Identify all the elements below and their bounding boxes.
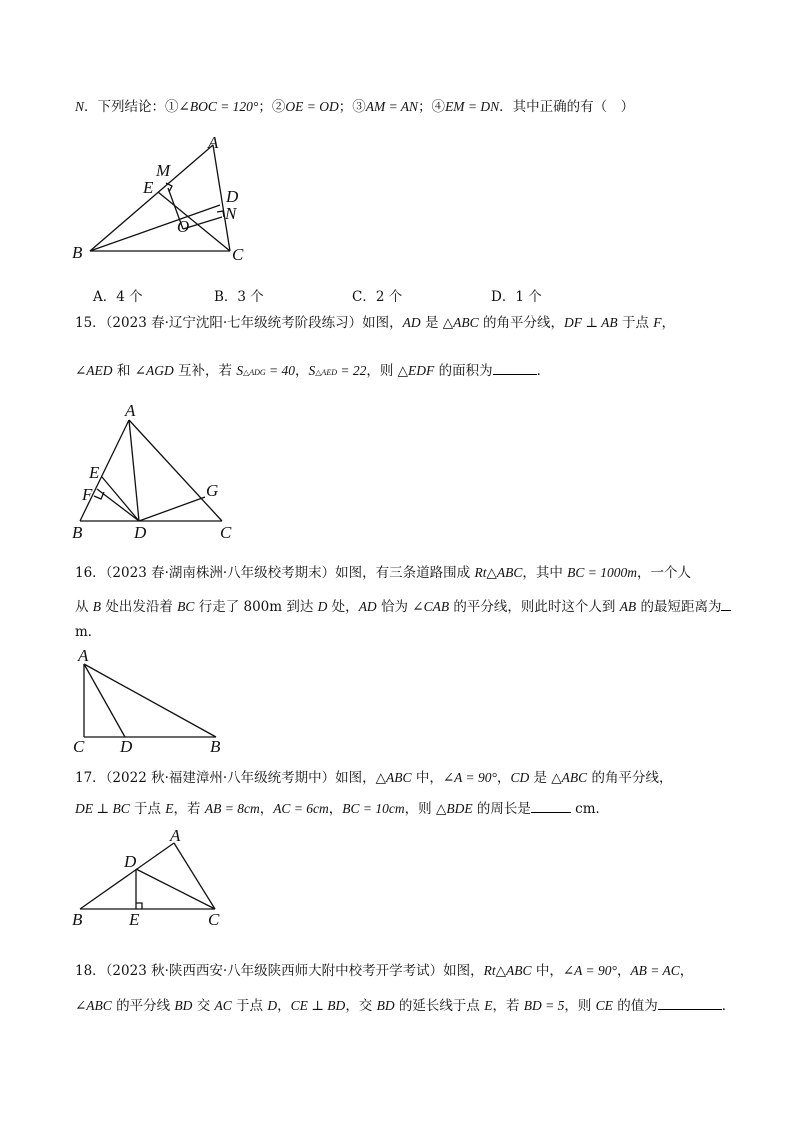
text-run: ，其中	[522, 565, 568, 581]
q18-text-line-1	[75, 961, 693, 981]
math-expression: △ABC	[551, 770, 588, 785]
q16-label-c: C	[73, 737, 85, 756]
text-run: 恰为	[376, 599, 413, 615]
text-run: 于点	[231, 998, 268, 1014]
q15-label-a: A	[125, 401, 136, 420]
q17-label-d: D	[124, 852, 137, 871]
q14-label-a: A	[208, 133, 219, 152]
q16-figure	[70, 645, 235, 757]
q14-label-d: D	[226, 187, 239, 206]
q16-label-b: B	[210, 737, 221, 756]
text-run: 的值为	[612, 998, 658, 1014]
text-run: 行走了 800m 到达	[194, 599, 318, 615]
q14-label-m: M	[156, 161, 171, 180]
text-run: 16．（2023 春·湖南株洲·八年级校考期末）如图，有三条道路围成	[75, 565, 475, 581]
text-run: ，则	[564, 998, 596, 1014]
q15-text-line-2: ∠AED 和 ∠AGD 互补，若 S△ADG = 40，S△AED = 22，则 △EDF 的面积为 ．	[75, 363, 551, 379]
math-expression: AD	[358, 599, 377, 614]
q17-answer-blank[interactable]	[531, 799, 571, 813]
q16-text-line-1	[75, 563, 691, 583]
math-expression: E	[484, 998, 493, 1013]
text-run: 的角平分线，	[587, 770, 673, 786]
q15-figure	[72, 400, 242, 542]
text-run: ；④	[418, 99, 446, 115]
q15-segment-ad	[129, 420, 139, 521]
text-run: 交	[192, 998, 215, 1014]
q17-text-line-1	[75, 768, 672, 788]
q14-side-ab	[90, 145, 213, 251]
text-run: 的平分线，则此时这个人到	[449, 599, 620, 615]
text-run: ，	[661, 315, 675, 331]
q14-option-b[interactable]: B．3 个	[214, 289, 264, 305]
q15-segment-ed	[102, 477, 139, 521]
math-expression: CE	[595, 998, 613, 1013]
text-run: 的延长线于点	[394, 998, 485, 1014]
q18-text-line-2: ∠ABC 的平分线 BD 交 AC 于点 D，CE ⊥ BD，交 BD 的延长线于点 E，若 BD = 5，则 CE 的值为 ．	[75, 998, 736, 1014]
math-expression: D	[267, 998, 278, 1013]
math-expression: BC	[177, 599, 195, 614]
text-run: 的角平分线，	[478, 315, 564, 331]
q16-answer-blank[interactable]	[721, 597, 731, 611]
q15-label-d: D	[134, 523, 147, 542]
text-run: ．其中正确的有（ ）	[499, 99, 635, 115]
math-expression: △ABC	[442, 315, 479, 330]
q15-label-g: G	[206, 481, 219, 500]
q17-label-e: E	[129, 910, 140, 929]
math-expression: N	[75, 99, 85, 114]
q17-label-a: A	[170, 826, 181, 845]
q17-figure	[70, 825, 230, 930]
text-run: ，若	[492, 998, 524, 1014]
text-run: 于点	[617, 315, 654, 331]
math-expression: EM = DN	[445, 99, 500, 114]
math-expression: Rt△ABC	[474, 565, 523, 580]
q17-text-line-2: DE ⊥ BC 于点 E，若 AB = 8cm，AC = 6cm，BC = 10cm，则 △BDE 的周长是 cm．	[75, 801, 610, 817]
text-run: 18．（2023 秋·陕西西安·八年级陕西师大附中校考开学考试）如图，	[75, 963, 484, 979]
text-run: 处出发沿着	[101, 599, 178, 615]
math-expression: BD	[174, 998, 193, 1013]
text-run: 的平分线	[111, 998, 175, 1014]
q15-label-c: C	[220, 523, 232, 542]
text-run: 处，	[327, 599, 359, 615]
q15-angle-aed: ∠AED	[75, 363, 113, 378]
q15-angle-agd: ∠AGD	[134, 363, 174, 378]
q15-label-b: B	[72, 523, 83, 542]
q14-figure	[70, 130, 260, 265]
q16-text-line-3: m．	[75, 624, 102, 640]
math-expression: BD = 5	[523, 998, 565, 1013]
math-expression: B	[92, 599, 102, 614]
q16-label-a: A	[78, 646, 89, 665]
text-run: 从	[75, 599, 93, 615]
text-run: ．下列结论：①	[84, 99, 179, 115]
math-expression: CD	[510, 770, 530, 785]
math-expression: D	[317, 599, 328, 614]
math-expression: ∠ABC	[75, 998, 112, 1013]
q17-right-angle-e	[136, 903, 142, 909]
text-run: ；③	[338, 99, 366, 115]
q15-side-ab	[80, 420, 129, 521]
math-expression: BD	[376, 998, 395, 1013]
q15-label-e: E	[89, 463, 100, 482]
q16-label-d: D	[120, 737, 133, 756]
math-expression: AB	[619, 599, 637, 614]
q14-label-e: E	[143, 178, 154, 197]
q15-label-f: F	[82, 485, 93, 504]
math-expression: AD	[402, 315, 421, 330]
text-run: 15．（2023 春·辽宁沈阳·七年级统考阶段练习）如图，	[75, 315, 403, 331]
q17-label-c: C	[208, 910, 220, 929]
q14-segment-ce	[158, 192, 230, 251]
q18-answer-blank[interactable]	[658, 996, 722, 1010]
q14-segment-bd	[90, 205, 220, 251]
q15-text-line-1	[75, 313, 675, 333]
math-expression: ∠A = 90°	[562, 963, 617, 978]
math-expression: AC	[214, 998, 232, 1013]
text-run: ，交	[345, 998, 377, 1014]
text-run: 是	[420, 315, 443, 331]
math-expression: AB = AC	[630, 963, 680, 978]
q16-text-line-2	[75, 597, 731, 617]
text-run: ，一个人	[637, 565, 692, 581]
q17-label-b: B	[72, 910, 83, 929]
q14-option-a[interactable]: A．4 个	[93, 289, 143, 305]
text-run: 中，	[531, 963, 563, 979]
q14-label-b: B	[72, 243, 83, 262]
q14-label-n: N	[225, 204, 237, 223]
text-run: ；②	[258, 99, 286, 115]
math-expression: ∠CAB	[412, 599, 450, 614]
q14-label-c: C	[232, 245, 244, 264]
math-expression: ∠BOC = 120°	[178, 99, 259, 114]
q14-option-c[interactable]: C．2 个	[352, 289, 403, 305]
math-expression: BC = 1000m	[567, 565, 638, 580]
math-expression: △ABC	[375, 770, 412, 785]
text-run: ，	[277, 998, 291, 1014]
q15-segment-dg	[139, 497, 205, 521]
q15-side-ac	[129, 420, 222, 521]
math-expression: F	[653, 315, 662, 330]
q14-option-d[interactable]: D．1 个	[491, 289, 542, 305]
math-expression: Rt△ABC	[483, 963, 532, 978]
math-expression: DF ⊥ AB	[563, 315, 618, 330]
text-run: 的最短距离为	[636, 599, 722, 615]
text-run: ，	[616, 963, 631, 979]
text-run: 中，	[411, 770, 443, 786]
q14-text-line	[75, 97, 634, 117]
text-run: 17．（2022 秋·福建漳州·八年级统考期中）如图，	[75, 770, 376, 786]
text-run: 是	[529, 770, 552, 786]
q15-answer-blank[interactable]	[493, 361, 537, 375]
math-expression: AM = AN	[365, 99, 419, 114]
text-run: ，	[496, 770, 511, 786]
math-expression: ∠A = 90°	[442, 770, 497, 785]
text-run: ，	[679, 963, 694, 979]
q14-right-angle-n	[217, 211, 224, 217]
q14-label-o: O	[177, 217, 190, 236]
math-expression: OE = OD	[285, 99, 339, 114]
math-expression: CE ⊥ BD	[290, 998, 346, 1013]
